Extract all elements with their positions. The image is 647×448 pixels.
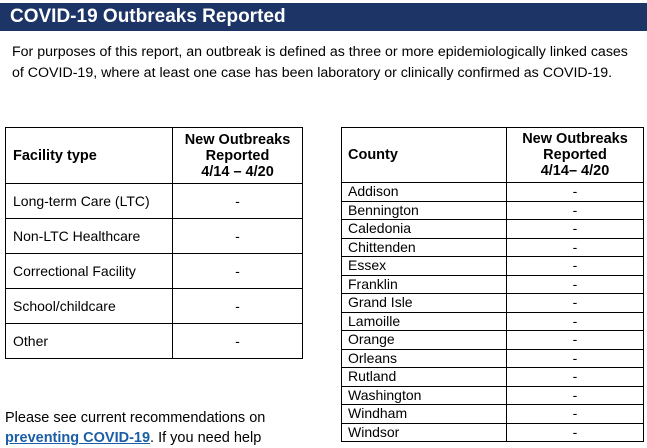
facility-name: Long-term Care (LTC)	[6, 184, 173, 219]
county-header: County	[342, 128, 507, 183]
county-value: -	[507, 201, 644, 220]
table-row	[342, 238, 644, 257]
recommendations-text	[5, 408, 305, 448]
header-line-1: New Outbreaks	[522, 131, 628, 147]
county-value: -	[507, 275, 644, 294]
header-line-1: New Outbreaks	[184, 131, 291, 148]
recommendations-line-2	[5, 428, 305, 448]
county-name: Chittenden	[342, 238, 507, 257]
county-name: Caledonia	[342, 220, 507, 239]
title-banner	[0, 3, 647, 31]
header-line-3: 4/14– 4/20	[540, 163, 610, 179]
facility-table	[5, 127, 303, 359]
facility-name: Non-LTC Healthcare	[6, 219, 173, 254]
county-value: -	[507, 405, 644, 424]
facility-value: -	[173, 324, 303, 359]
facility-table-header	[6, 128, 303, 184]
county-value: -	[507, 331, 644, 350]
county-name: Essex	[342, 257, 507, 276]
facility-value: -	[173, 254, 303, 289]
county-value: -	[507, 368, 644, 387]
facility-type-header: Facility type	[6, 128, 173, 184]
county-name: Lamoille	[342, 312, 507, 331]
new-outbreaks-header	[507, 128, 644, 183]
table-row	[342, 349, 644, 368]
county-value: -	[507, 294, 644, 313]
table-row	[342, 201, 644, 220]
table-row	[342, 275, 644, 294]
table-row	[342, 405, 644, 424]
county-name: Addison	[342, 183, 507, 202]
county-value: -	[507, 183, 644, 202]
facility-value: -	[173, 289, 303, 324]
county-value: -	[507, 220, 644, 239]
county-table	[341, 127, 644, 442]
table-row	[6, 254, 303, 289]
table-row	[6, 219, 303, 254]
county-name: Orange	[342, 331, 507, 350]
county-value: -	[507, 257, 644, 276]
header-line-2: Reported	[543, 147, 607, 163]
county-value: -	[507, 238, 644, 257]
county-name: Windham	[342, 405, 507, 424]
table-row	[342, 294, 644, 313]
table-row	[342, 331, 644, 350]
table-row	[6, 289, 303, 324]
header-line-2: Reported	[205, 147, 270, 164]
table-row	[6, 184, 303, 219]
county-name: Grand Isle	[342, 294, 507, 313]
county-value: -	[507, 349, 644, 368]
county-name: Bennington	[342, 201, 507, 220]
county-value: -	[507, 312, 644, 331]
table-row	[342, 257, 644, 276]
facility-value: -	[173, 219, 303, 254]
table-row	[342, 183, 644, 202]
table-row	[6, 324, 303, 359]
header-line-3: 4/14 – 4/20	[201, 163, 274, 180]
county-name: Franklin	[342, 275, 507, 294]
table-row	[342, 386, 644, 405]
preventing-covid-link[interactable]: preventing COVID-19	[5, 430, 151, 446]
county-table-header	[342, 128, 644, 183]
recommendations-line-2-rest: . If you need help	[150, 430, 262, 446]
table-row	[342, 220, 644, 239]
facility-name: Other	[6, 324, 173, 359]
county-name: Washington	[342, 386, 507, 405]
county-name: Orleans	[342, 349, 507, 368]
intro-paragraph: For purposes of this report, an outbreak is defined as three or more epidemiologically linked cases of COVID-19, where at least one case has been laboratory or clinically confirmed as COVID-19.	[12, 44, 628, 81]
page-title: COVID-19 Outbreaks Reported	[10, 6, 286, 27]
county-value: -	[507, 423, 644, 442]
table-row	[342, 312, 644, 331]
facility-value: -	[173, 184, 303, 219]
facility-name: Correctional Facility	[6, 254, 173, 289]
new-outbreaks-header	[173, 128, 303, 184]
table-row	[342, 423, 644, 442]
facility-name: School/childcare	[6, 289, 173, 324]
county-value: -	[507, 386, 644, 405]
county-name: Rutland	[342, 368, 507, 387]
table-row	[342, 368, 644, 387]
county-name: Windsor	[342, 423, 507, 442]
recommendations-line-1: Please see current recommendations on	[5, 410, 266, 426]
